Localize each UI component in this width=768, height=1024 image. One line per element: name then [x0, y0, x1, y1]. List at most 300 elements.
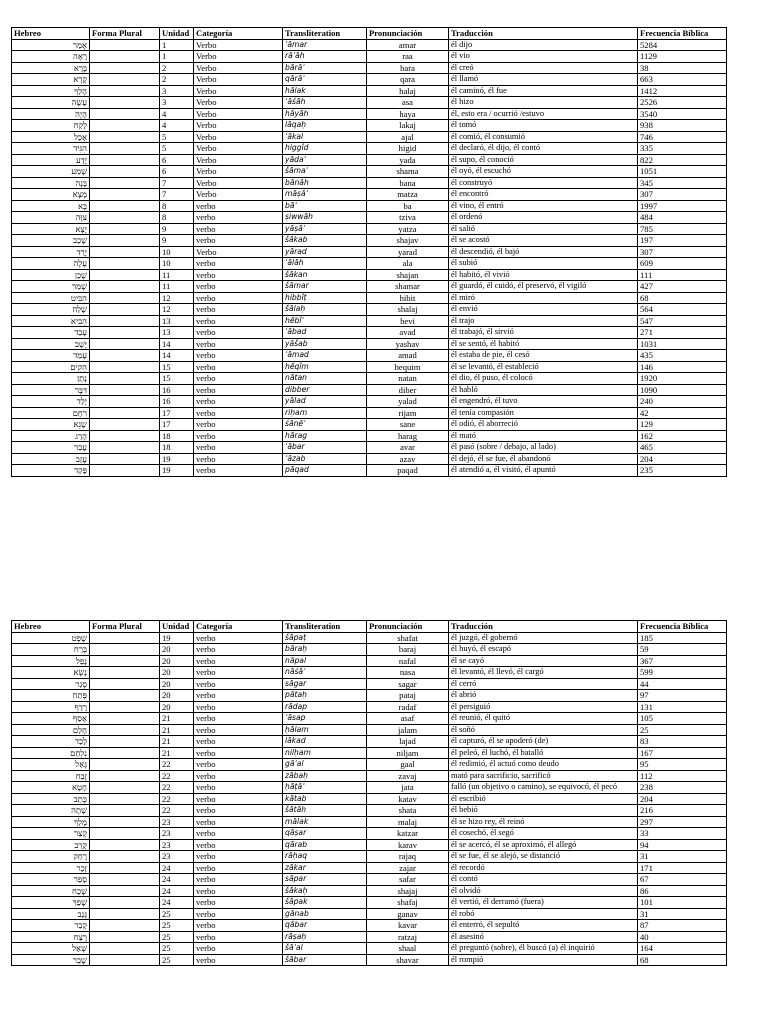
transliteration-cell: šābar — [283, 954, 367, 966]
column-header-translation: Traducción — [449, 621, 638, 633]
category-cell: verbo — [194, 667, 283, 679]
transliteration-cell: yālad — [283, 396, 367, 408]
table-row — [12, 74, 727, 86]
translation-cell: él se hizo rey, él reinó — [449, 816, 638, 828]
table-row — [12, 465, 727, 477]
hebrew-cell: נָשָׂא — [12, 667, 90, 679]
column-header-pronunciation: Pronunciación — [367, 621, 449, 633]
transliteration-cell: ʾāmar — [283, 39, 367, 51]
transliteration-cell: šāmar — [283, 281, 367, 293]
hebrew-cell: שָׁתָה — [12, 805, 90, 817]
unit-cell: 25 — [160, 954, 194, 966]
table-row — [12, 131, 727, 143]
plural-form-cell — [90, 828, 160, 840]
hebrew-cell: הָיָה — [12, 108, 90, 120]
pronunciation-cell: yatza — [367, 223, 449, 235]
biblical-frequency-cell: 31 — [638, 908, 727, 920]
hebrew-cell: עָזַב — [12, 453, 90, 465]
transliteration-cell: mālak — [283, 816, 367, 828]
biblical-frequency-cell: 822 — [638, 154, 727, 166]
plural-form-cell — [90, 782, 160, 794]
category-cell: Verbo — [194, 246, 283, 258]
unit-cell: 23 — [160, 839, 194, 851]
table-row — [12, 327, 727, 339]
transliteration-cell: pātaḥ — [283, 690, 367, 702]
table-row — [12, 51, 727, 63]
table-row — [12, 62, 727, 74]
plural-form-cell — [90, 655, 160, 667]
translation-cell: él se acostó — [449, 235, 638, 247]
biblical-frequency-cell: 335 — [638, 143, 727, 155]
hebrew-cell: שָׁבַר — [12, 954, 90, 966]
unit-cell: 7 — [160, 189, 194, 201]
plural-form-cell — [90, 465, 160, 477]
hebrew-cell: שָׁמַר — [12, 281, 90, 293]
hebrew-cell: שָׁאַל — [12, 943, 90, 955]
translation-cell: él recordó — [449, 862, 638, 874]
unit-cell: 25 — [160, 943, 194, 955]
biblical-frequency-cell: 171 — [638, 862, 727, 874]
unit-cell: 10 — [160, 258, 194, 270]
unit-cell: 4 — [160, 108, 194, 120]
plural-form-cell — [90, 690, 160, 702]
translation-cell: él encontró — [449, 189, 638, 201]
unit-cell: 25 — [160, 931, 194, 943]
translation-cell: él trabajó, él sirvió — [449, 327, 638, 339]
category-cell: Verbo — [194, 39, 283, 51]
plural-form-cell — [90, 430, 160, 442]
transliteration-cell: nātan — [283, 373, 367, 385]
biblical-frequency-cell: 105 — [638, 713, 727, 725]
unit-cell: 3 — [160, 97, 194, 109]
transliteration-cell: rāḥaq — [283, 851, 367, 863]
unit-cell: 4 — [160, 120, 194, 132]
biblical-frequency-cell: 167 — [638, 747, 727, 759]
table-row — [12, 759, 727, 771]
translation-cell: él dio, él puso, él colocó — [449, 373, 638, 385]
table-row — [12, 851, 727, 863]
plural-form-cell — [90, 407, 160, 419]
hebrew-cell: צִוָּה — [12, 212, 90, 224]
transliteration-cell: zākar — [283, 862, 367, 874]
unit-cell: 14 — [160, 350, 194, 362]
unit-cell: 17 — [160, 419, 194, 431]
pronunciation-cell: higid — [367, 143, 449, 155]
hebrew-cell: סָגַר — [12, 678, 90, 690]
hebrew-cell: עָמַד — [12, 350, 90, 362]
pronunciation-cell: shalaj — [367, 304, 449, 316]
translation-cell: él ordenó — [449, 212, 638, 224]
pronunciation-cell: radaf — [367, 701, 449, 713]
plural-form-cell — [90, 39, 160, 51]
biblical-frequency-cell: 1920 — [638, 373, 727, 385]
hebrew-cell: הֵקִים — [12, 361, 90, 373]
table-row — [12, 690, 727, 702]
plural-form-cell — [90, 361, 160, 373]
table-row — [12, 782, 727, 794]
unit-cell: 16 — [160, 384, 194, 396]
transliteration-cell: māṣāʾ — [283, 189, 367, 201]
translation-cell: él hizo — [449, 97, 638, 109]
table-row — [12, 315, 727, 327]
translation-cell: él vertió, él derramó (fuera) — [449, 897, 638, 909]
category-cell: Verbo — [194, 85, 283, 97]
biblical-frequency-cell: 68 — [638, 292, 727, 304]
pronunciation-cell: matza — [367, 189, 449, 201]
column-header-category: Categoría — [194, 621, 283, 633]
category-cell: verbo — [194, 281, 283, 293]
category-cell: verbo — [194, 223, 283, 235]
transliteration-cell: ʿāśāh — [283, 97, 367, 109]
biblical-frequency-cell: 95 — [638, 759, 727, 771]
column-header-plural-form: Forma Plural — [90, 28, 160, 40]
table-row — [12, 338, 727, 350]
pronunciation-cell: safar — [367, 874, 449, 886]
plural-form-cell — [90, 327, 160, 339]
transliteration-cell: lākad — [283, 736, 367, 748]
plural-form-cell — [90, 713, 160, 725]
table-row — [12, 373, 727, 385]
biblical-frequency-cell: 111 — [638, 269, 727, 281]
table-row — [12, 396, 727, 408]
biblical-frequency-cell: 1412 — [638, 85, 727, 97]
pronunciation-cell: hevi — [367, 315, 449, 327]
category-cell: verbo — [194, 269, 283, 281]
unit-cell: 17 — [160, 407, 194, 419]
category-cell: verbo — [194, 327, 283, 339]
biblical-frequency-cell: 785 — [638, 223, 727, 235]
hebrew-cell: עָבַד — [12, 327, 90, 339]
table-row — [12, 281, 727, 293]
table-row — [12, 805, 727, 817]
transliteration-cell: śānēʾ — [283, 419, 367, 431]
translation-cell: él se levantó, él estableció — [449, 361, 638, 373]
translation-cell: él salió — [449, 223, 638, 235]
translation-cell: él tenía compasión — [449, 407, 638, 419]
category-cell: verbo — [194, 851, 283, 863]
hebrew-cell: נָפַל — [12, 655, 90, 667]
category-cell: verbo — [194, 338, 283, 350]
category-cell: verbo — [194, 908, 283, 920]
transliteration-cell: zābaḥ — [283, 770, 367, 782]
biblical-frequency-cell: 435 — [638, 350, 727, 362]
biblical-frequency-cell: 67 — [638, 874, 727, 886]
unit-cell: 19 — [160, 632, 194, 644]
category-cell: Verbo — [194, 108, 283, 120]
category-cell: verbo — [194, 373, 283, 385]
table-row — [12, 292, 727, 304]
plural-form-cell — [90, 805, 160, 817]
category-cell: verbo — [194, 235, 283, 247]
hebrew-cell: רָדַף — [12, 701, 90, 713]
transliteration-cell: ʾākal — [283, 131, 367, 143]
transliteration-cell: yāšab — [283, 338, 367, 350]
biblical-frequency-cell: 146 — [638, 361, 727, 373]
hebrew-cell: אָמַר — [12, 39, 90, 51]
biblical-frequency-cell: 1051 — [638, 166, 727, 178]
translation-cell: él guardó, él cuidó, él preservó, él vigiló — [449, 281, 638, 293]
plural-form-cell — [90, 839, 160, 851]
pronunciation-cell: shama — [367, 166, 449, 178]
translation-cell: él creó — [449, 62, 638, 74]
category-cell: verbo — [194, 747, 283, 759]
plural-form-cell — [90, 678, 160, 690]
category-cell: verbo — [194, 828, 283, 840]
pronunciation-cell: tziva — [367, 212, 449, 224]
transliteration-cell: šākan — [283, 269, 367, 281]
pronunciation-cell: shavar — [367, 954, 449, 966]
unit-cell: 25 — [160, 920, 194, 932]
biblical-frequency-cell: 484 — [638, 212, 727, 224]
plural-form-cell — [90, 62, 160, 74]
transliteration-cell: pāqad — [283, 465, 367, 477]
pronunciation-cell: rajaq — [367, 851, 449, 863]
hebrew-cell: שָׁכַן — [12, 269, 90, 281]
table-row — [12, 189, 727, 201]
hebrew-cell: גָּנַב — [12, 908, 90, 920]
transliteration-cell: šāpak — [283, 897, 367, 909]
transliteration-cell: qārab — [283, 839, 367, 851]
category-cell: verbo — [194, 862, 283, 874]
pronunciation-cell: sagar — [367, 678, 449, 690]
unit-cell: 6 — [160, 166, 194, 178]
biblical-frequency-cell: 663 — [638, 74, 727, 86]
transliteration-cell: ṣiwwāh — [283, 212, 367, 224]
unit-cell: 20 — [160, 690, 194, 702]
pronunciation-cell: haya — [367, 108, 449, 120]
pronunciation-cell: amad — [367, 350, 449, 362]
category-cell: Verbo — [194, 131, 283, 143]
unit-cell: 6 — [160, 154, 194, 166]
biblical-frequency-cell: 31 — [638, 851, 727, 863]
category-cell: verbo — [194, 874, 283, 886]
unit-cell: 12 — [160, 292, 194, 304]
table-row — [12, 143, 727, 155]
column-header-hebrew: Hebreo — [12, 28, 90, 40]
translation-cell: él se sentó, él habitó — [449, 338, 638, 350]
category-cell: verbo — [194, 292, 283, 304]
hebrew-cell: עָבַר — [12, 442, 90, 454]
category-cell: Verbo — [194, 166, 283, 178]
unit-cell: 21 — [160, 724, 194, 736]
pronunciation-cell: nasa — [367, 667, 449, 679]
table-row — [12, 108, 727, 120]
table-row — [12, 632, 727, 644]
column-header-transliteration: Transliteration — [283, 28, 367, 40]
biblical-frequency-cell: 235 — [638, 465, 727, 477]
hebrew-cell: זָכַר — [12, 862, 90, 874]
hebrew-cell: עָלָה — [12, 258, 90, 270]
pronunciation-cell: rijam — [367, 407, 449, 419]
column-header-hebrew: Hebreo — [12, 621, 90, 633]
table-row — [12, 304, 727, 316]
table-row — [12, 816, 727, 828]
table-row — [12, 154, 727, 166]
table-row — [12, 442, 727, 454]
table-row — [12, 954, 727, 966]
transliteration-cell: yāṣāʾ — [283, 223, 367, 235]
table-row — [12, 39, 727, 51]
unit-cell: 13 — [160, 327, 194, 339]
translation-cell: él oyó, él escuchó — [449, 166, 638, 178]
biblical-frequency-cell: 240 — [638, 396, 727, 408]
biblical-frequency-cell: 1129 — [638, 51, 727, 63]
biblical-frequency-cell: 345 — [638, 177, 727, 189]
category-cell: verbo — [194, 816, 283, 828]
column-header-biblical-frequency: Frecuencia Bíblica — [638, 621, 727, 633]
hebrew-cell: רָאָה — [12, 51, 90, 63]
translation-cell: él trajo — [449, 315, 638, 327]
hebrew-cell: קָבַר — [12, 920, 90, 932]
translation-cell: él vio — [449, 51, 638, 63]
hebrew-cell: בָּנָה — [12, 177, 90, 189]
pronunciation-cell: ajal — [367, 131, 449, 143]
hebrew-cell: נִלְחַם — [12, 747, 90, 759]
transliteration-cell: bānāh — [283, 177, 367, 189]
hebrew-cell: יָלַד — [12, 396, 90, 408]
pronunciation-cell: zajar — [367, 862, 449, 874]
hebrew-cell: רָחַק — [12, 851, 90, 863]
pronunciation-cell: sane — [367, 419, 449, 431]
hebrew-cell: קָרַב — [12, 839, 90, 851]
biblical-frequency-cell: 3540 — [638, 108, 727, 120]
biblical-frequency-cell: 25 — [638, 724, 727, 736]
table-row — [12, 747, 727, 759]
category-cell: Verbo — [194, 120, 283, 132]
pronunciation-cell: lajad — [367, 736, 449, 748]
table-row — [12, 361, 727, 373]
pronunciation-cell: asaf — [367, 713, 449, 725]
category-cell: Verbo — [194, 177, 283, 189]
unit-cell: 20 — [160, 678, 194, 690]
transliteration-cell: ʿāmad — [283, 350, 367, 362]
unit-cell: 1 — [160, 51, 194, 63]
plural-form-cell — [90, 269, 160, 281]
hebrew-cell: שָׁמַע — [12, 166, 90, 178]
hebrew-cell: שָׁפַךְ — [12, 897, 90, 909]
translation-cell: él huyó, él escapó — [449, 644, 638, 656]
biblical-frequency-cell: 746 — [638, 131, 727, 143]
transliteration-cell: nāpal — [283, 655, 367, 667]
category-cell: verbo — [194, 793, 283, 805]
unit-cell: 11 — [160, 281, 194, 293]
category-cell: verbo — [194, 258, 283, 270]
pronunciation-cell: kavar — [367, 920, 449, 932]
plural-form-cell — [90, 292, 160, 304]
table-row — [12, 120, 727, 132]
hebrew-cell: בָּא — [12, 200, 90, 212]
plural-form-cell — [90, 759, 160, 771]
translation-cell: él comió, él consumió — [449, 131, 638, 143]
category-cell: Verbo — [194, 154, 283, 166]
pronunciation-cell: azav — [367, 453, 449, 465]
biblical-frequency-cell: 938 — [638, 120, 727, 132]
translation-cell: él se cayó — [449, 655, 638, 667]
table-row — [12, 223, 727, 235]
category-cell: verbo — [194, 954, 283, 966]
category-cell: verbo — [194, 632, 283, 644]
plural-form-cell — [90, 97, 160, 109]
biblical-frequency-cell: 197 — [638, 235, 727, 247]
translation-cell: él atendió a, él visitó, él apuntó — [449, 465, 638, 477]
transliteration-cell: bāraḥ — [283, 644, 367, 656]
unit-cell: 21 — [160, 747, 194, 759]
translation-cell: él envió — [449, 304, 638, 316]
translation-cell: él subió — [449, 258, 638, 270]
translation-cell: él rompió — [449, 954, 638, 966]
column-header-pronunciation: Pronunciación — [367, 28, 449, 40]
transliteration-cell: rāʾāh — [283, 51, 367, 63]
table-row — [12, 269, 727, 281]
translation-cell: él soñó — [449, 724, 638, 736]
table-row — [12, 920, 727, 932]
category-cell: Verbo — [194, 189, 283, 201]
pronunciation-cell: shafat — [367, 632, 449, 644]
hebrew-cell: גָּאַל — [12, 759, 90, 771]
unit-cell: 16 — [160, 396, 194, 408]
transliteration-cell: nilḥam — [283, 747, 367, 759]
unit-cell: 22 — [160, 770, 194, 782]
transliteration-cell: šāmaʿ — [283, 166, 367, 178]
hebrew-cell: חָטָא — [12, 782, 90, 794]
biblical-frequency-cell: 59 — [638, 644, 727, 656]
pronunciation-cell: jalam — [367, 724, 449, 736]
unit-cell: 2 — [160, 74, 194, 86]
translation-cell: él escribió — [449, 793, 638, 805]
hebrew-cell: אָכַל — [12, 131, 90, 143]
hebrew-cell: דִּבֶּר — [12, 384, 90, 396]
table-row — [12, 678, 727, 690]
plural-form-cell — [90, 897, 160, 909]
category-cell: Verbo — [194, 97, 283, 109]
pronunciation-cell: amar — [367, 39, 449, 51]
biblical-frequency-cell: 40 — [638, 931, 727, 943]
transliteration-cell: ʿābar — [283, 442, 367, 454]
table-row — [12, 407, 727, 419]
unit-cell: 18 — [160, 430, 194, 442]
translation-cell: él vino, él entró — [449, 200, 638, 212]
hebrew-cell: הָרַג — [12, 430, 90, 442]
biblical-frequency-cell: 131 — [638, 701, 727, 713]
table-row — [12, 793, 727, 805]
table-row — [12, 419, 727, 431]
table-row — [12, 453, 727, 465]
pronunciation-cell: raa — [367, 51, 449, 63]
table-row — [12, 885, 727, 897]
plural-form-cell — [90, 235, 160, 247]
column-header-unit: Unidad — [160, 28, 194, 40]
table-row — [12, 212, 727, 224]
hebrew-cell: כָּתַב — [12, 793, 90, 805]
translation-cell: él robó — [449, 908, 638, 920]
biblical-frequency-cell: 465 — [638, 442, 727, 454]
unit-cell: 24 — [160, 885, 194, 897]
unit-cell: 10 — [160, 246, 194, 258]
category-cell: verbo — [194, 690, 283, 702]
table-row — [12, 874, 727, 886]
transliteration-cell: qārāʾ — [283, 74, 367, 86]
pronunciation-cell: karav — [367, 839, 449, 851]
plural-form-cell — [90, 632, 160, 644]
biblical-frequency-cell: 271 — [638, 327, 727, 339]
plural-form-cell — [90, 154, 160, 166]
translation-cell: él engendró, él tuvo — [449, 396, 638, 408]
category-cell: verbo — [194, 805, 283, 817]
pronunciation-cell: gaal — [367, 759, 449, 771]
biblical-frequency-cell: 185 — [638, 632, 727, 644]
transliteration-cell: ḥāṭāʾ — [283, 782, 367, 794]
transliteration-cell: šākab — [283, 235, 367, 247]
